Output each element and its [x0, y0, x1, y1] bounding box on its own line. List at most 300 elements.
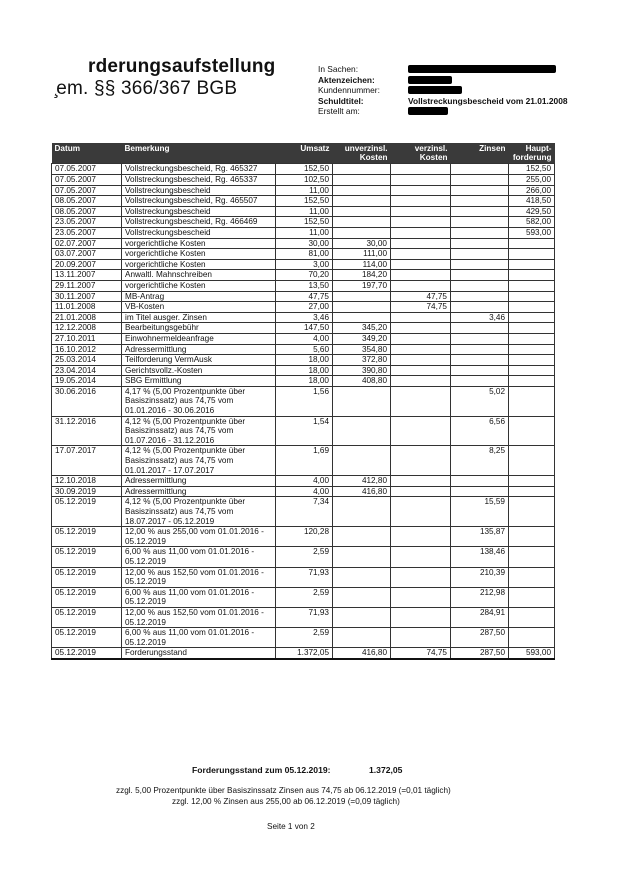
table-row — [52, 333, 555, 344]
cell-umsatz: 152,50 — [276, 196, 333, 207]
cell-hauptforderung: 429,50 — [509, 206, 555, 217]
cell-zinsen: 135,87 — [451, 527, 509, 547]
cell-zinsen — [451, 355, 509, 366]
cell-bemerkung: Vollstreckungsbescheid — [122, 185, 276, 196]
cell-unverzinsl-kosten — [333, 567, 391, 587]
cell-zinsen: 287,50 — [451, 628, 509, 648]
cell-umsatz: 2,59 — [276, 587, 333, 607]
table-row — [52, 185, 555, 196]
cell-zinsen: 212,98 — [451, 587, 509, 607]
cell-unverzinsl-kosten: 345,20 — [333, 323, 391, 334]
cell-zinsen — [451, 376, 509, 387]
cell-zinsen — [451, 344, 509, 355]
cell-umsatz: 70,20 — [276, 270, 333, 281]
claim-total-label: Forderungsstand zum 05.12.2019: — [192, 765, 331, 775]
cell-zinsen — [451, 249, 509, 260]
cell-zinsen — [451, 227, 509, 238]
cell-verzinsl-kosten — [391, 446, 451, 476]
cell-umsatz: 5,60 — [276, 344, 333, 355]
cell-verzinsl-kosten: 74,75 — [391, 302, 451, 313]
cell-umsatz: 3,46 — [276, 312, 333, 323]
cell-datum: 12.12.2008 — [52, 323, 122, 334]
cell-datum: 21.01.2008 — [52, 312, 122, 323]
cell-verzinsl-kosten — [391, 607, 451, 627]
cell-hauptforderung — [509, 333, 555, 344]
cell-zinsen: 284,91 — [451, 607, 509, 627]
cell-hauptforderung — [509, 312, 555, 323]
cell-unverzinsl-kosten — [333, 416, 391, 446]
interest-note-1: zzgl. 5,00 Prozentpunkte über Basiszinssatz Zinsen aus 74,75 ab 06.12.2019 (=0,01 täglich) — [116, 786, 451, 795]
cell-bemerkung: Forderungsstand — [122, 648, 276, 659]
cell-hauptforderung — [509, 259, 555, 270]
cell-umsatz: 81,00 — [276, 249, 333, 260]
cell-datum: 08.05.2007 — [52, 196, 122, 207]
redaction-bar — [408, 76, 452, 84]
cell-unverzinsl-kosten — [333, 446, 391, 476]
cell-hauptforderung — [509, 291, 555, 302]
cell-datum: 05.12.2019 — [52, 527, 122, 547]
cell-umsatz: 11,00 — [276, 206, 333, 217]
cell-hauptforderung — [509, 249, 555, 260]
cell-hauptforderung — [509, 280, 555, 291]
col-header-zinsen: Zinsen — [451, 143, 509, 164]
cell-verzinsl-kosten: 47,75 — [391, 291, 451, 302]
table-row — [52, 238, 555, 249]
cell-zinsen: 8,25 — [451, 446, 509, 476]
meta-row-kundennummer — [318, 85, 568, 96]
table-row — [52, 547, 555, 567]
cell-verzinsl-kosten — [391, 185, 451, 196]
cell-hauptforderung — [509, 476, 555, 487]
cell-umsatz: 1,69 — [276, 446, 333, 476]
cell-verzinsl-kosten — [391, 527, 451, 547]
cell-bemerkung: Vollstreckungsbescheid — [122, 206, 276, 217]
cell-bemerkung: 4,12 % (5,00 Prozentpunkte über Basiszinssatz) aus 74,75 vom 18.07.2017 - 05.12.2019 — [122, 497, 276, 527]
table-row — [52, 164, 555, 175]
cell-unverzinsl-kosten — [333, 547, 391, 567]
cell-bemerkung: SBG Ermittlung — [122, 376, 276, 387]
cell-unverzinsl-kosten — [333, 217, 391, 228]
cell-umsatz: 4,00 — [276, 333, 333, 344]
cell-zinsen — [451, 476, 509, 487]
cell-verzinsl-kosten — [391, 227, 451, 238]
cell-datum: 11.01.2008 — [52, 302, 122, 313]
cell-zinsen: 15,59 — [451, 497, 509, 527]
cell-datum: 31.12.2016 — [52, 416, 122, 446]
cell-bemerkung: 12,00 % aus 152,50 vom 01.01.2016 - 05.12.2019 — [122, 607, 276, 627]
cell-unverzinsl-kosten — [333, 302, 391, 313]
cell-bemerkung: Einwohnermeldeanfrage — [122, 333, 276, 344]
table-row — [52, 280, 555, 291]
cell-unverzinsl-kosten: 390,80 — [333, 365, 391, 376]
cell-umsatz: 152,50 — [276, 217, 333, 228]
kundennummer-label: Kundennummer: — [318, 85, 380, 95]
col-header-verzinsl-kosten: verzinsl. Kosten — [391, 143, 451, 164]
cell-unverzinsl-kosten — [333, 527, 391, 547]
cell-datum: 30.11.2007 — [52, 291, 122, 302]
cell-verzinsl-kosten — [391, 323, 451, 334]
cell-hauptforderung: 593,00 — [509, 648, 555, 659]
schuldtitel-label: Schuldtitel: — [318, 95, 364, 106]
cell-hauptforderung: 582,00 — [509, 217, 555, 228]
cell-verzinsl-kosten — [391, 547, 451, 567]
cell-verzinsl-kosten — [391, 376, 451, 387]
redaction-bar — [408, 86, 462, 94]
cell-umsatz: 18,00 — [276, 365, 333, 376]
cell-datum: 05.12.2019 — [52, 628, 122, 648]
table-row — [52, 323, 555, 334]
cell-hauptforderung — [509, 628, 555, 648]
col-header-bemerkung: Bemerkung — [122, 143, 276, 164]
table-row — [52, 270, 555, 281]
cell-zinsen — [451, 291, 509, 302]
cell-umsatz: 1,56 — [276, 386, 333, 416]
col-header-umsatz: Umsatz — [276, 143, 333, 164]
cell-bemerkung: 6,00 % aus 11,00 vom 01.01.2016 - 05.12.2019 — [122, 628, 276, 648]
cell-bemerkung: 4,17 % (5,00 Prozentpunkte über Basiszinssatz) aus 74,75 vom 01.01.2016 - 30.06.2016 — [122, 386, 276, 416]
table-row — [52, 416, 555, 446]
cell-datum: 05.12.2019 — [52, 587, 122, 607]
cell-datum: 17.07.2017 — [52, 446, 122, 476]
cell-zinsen — [451, 196, 509, 207]
cell-zinsen: 6,56 — [451, 416, 509, 446]
cell-bemerkung: Gerichtsvollz.-Kosten — [122, 365, 276, 376]
cell-zinsen — [451, 185, 509, 196]
claim-total — [192, 765, 403, 775]
cell-bemerkung: vorgerichtliche Kosten — [122, 238, 276, 249]
cell-datum: 19.05.2014 — [52, 376, 122, 387]
cell-datum: 30.06.2016 — [52, 386, 122, 416]
page-number: Seite 1 von 2 — [267, 822, 315, 831]
cell-datum: 07.05.2007 — [52, 164, 122, 175]
cell-bemerkung: Vollstreckungsbescheid, Rg. 465327 — [122, 164, 276, 175]
cell-zinsen: 3,46 — [451, 312, 509, 323]
cell-verzinsl-kosten — [391, 476, 451, 487]
cell-verzinsl-kosten — [391, 497, 451, 527]
cell-datum: 16.10.2012 — [52, 344, 122, 355]
table-row — [52, 486, 555, 497]
table-row — [52, 355, 555, 366]
cell-bemerkung: Teilforderung VermAusk — [122, 355, 276, 366]
cell-bemerkung: Adressermittlung — [122, 476, 276, 487]
cell-bemerkung: 12,00 % aus 152,50 vom 01.01.2016 - 05.12.2019 — [122, 567, 276, 587]
cell-verzinsl-kosten — [391, 196, 451, 207]
cell-unverzinsl-kosten: 197,70 — [333, 280, 391, 291]
cell-umsatz: 71,93 — [276, 567, 333, 587]
redaction-bar — [408, 65, 556, 73]
cell-datum: 29.11.2007 — [52, 280, 122, 291]
cell-bemerkung: Adressermittlung — [122, 344, 276, 355]
cell-datum: 20.09.2007 — [52, 259, 122, 270]
cell-bemerkung: vorgerichtliche Kosten — [122, 249, 276, 260]
table-row — [52, 344, 555, 355]
cell-datum: 07.05.2007 — [52, 185, 122, 196]
cell-datum: 23.04.2014 — [52, 365, 122, 376]
cell-verzinsl-kosten — [391, 259, 451, 270]
cell-unverzinsl-kosten: 111,00 — [333, 249, 391, 260]
cell-unverzinsl-kosten: 349,20 — [333, 333, 391, 344]
cell-hauptforderung — [509, 486, 555, 497]
cell-zinsen: 287,50 — [451, 648, 509, 659]
cell-unverzinsl-kosten — [333, 607, 391, 627]
table-row — [52, 628, 555, 648]
cell-zinsen — [451, 259, 509, 270]
cell-unverzinsl-kosten — [333, 312, 391, 323]
cell-datum: 02.07.2007 — [52, 238, 122, 249]
cell-datum: 25.03.2014 — [52, 355, 122, 366]
cell-hauptforderung — [509, 344, 555, 355]
cell-unverzinsl-kosten: 408,80 — [333, 376, 391, 387]
cell-datum: 05.12.2019 — [52, 497, 122, 527]
table-row — [52, 446, 555, 476]
cell-umsatz: 102,50 — [276, 175, 333, 186]
cell-hauptforderung — [509, 527, 555, 547]
cell-unverzinsl-kosten — [333, 206, 391, 217]
redaction-bar — [408, 107, 448, 115]
cell-verzinsl-kosten — [391, 416, 451, 446]
cell-bemerkung: 12,00 % aus 255,00 vom 01.01.2016 - 05.12.2019 — [122, 527, 276, 547]
cell-umsatz: 7,34 — [276, 497, 333, 527]
table-row — [52, 206, 555, 217]
cell-umsatz: 152,50 — [276, 164, 333, 175]
cell-zinsen: 5,02 — [451, 386, 509, 416]
table-row — [52, 476, 555, 487]
cell-zinsen: 210,39 — [451, 567, 509, 587]
table-row — [52, 587, 555, 607]
table-row — [52, 365, 555, 376]
cell-datum: 23.05.2007 — [52, 227, 122, 238]
cell-hauptforderung — [509, 497, 555, 527]
cell-datum: 08.05.2007 — [52, 206, 122, 217]
case-metadata — [318, 64, 568, 117]
cell-unverzinsl-kosten — [333, 386, 391, 416]
table-row — [52, 217, 555, 228]
cell-umsatz: 3,00 — [276, 259, 333, 270]
cell-datum: 12.10.2018 — [52, 476, 122, 487]
cell-unverzinsl-kosten — [333, 164, 391, 175]
table-row — [52, 312, 555, 323]
cell-unverzinsl-kosten — [333, 497, 391, 527]
cell-hauptforderung: 266,00 — [509, 185, 555, 196]
cell-unverzinsl-kosten: 416,80 — [333, 486, 391, 497]
cell-zinsen — [451, 206, 509, 217]
cell-umsatz: 71,93 — [276, 607, 333, 627]
cell-verzinsl-kosten — [391, 312, 451, 323]
table-row — [52, 249, 555, 260]
table-row — [52, 227, 555, 238]
claims-table — [51, 143, 555, 660]
cell-bemerkung: Vollstreckungsbescheid, Rg. 465337 — [122, 175, 276, 186]
cell-umsatz: 120,28 — [276, 527, 333, 547]
cell-bemerkung: Vollstreckungsbescheid — [122, 227, 276, 238]
cell-hauptforderung — [509, 238, 555, 249]
cell-verzinsl-kosten — [391, 270, 451, 281]
col-header-hauptforderung: Haupt-forderung — [509, 143, 555, 164]
table-row — [52, 497, 555, 527]
claim-total-value: 1.372,05 — [369, 765, 403, 775]
cell-bemerkung: vorgerichtliche Kosten — [122, 280, 276, 291]
cell-datum: 05.12.2019 — [52, 567, 122, 587]
cell-zinsen — [451, 270, 509, 281]
cell-umsatz: 4,00 — [276, 486, 333, 497]
interest-note-2: zzgl. 12,00 % Zinsen aus 255,00 ab 06.12.2019 (=0,09 täglich) — [172, 797, 400, 806]
cell-hauptforderung: 418,50 — [509, 196, 555, 207]
cell-umsatz: 47,75 — [276, 291, 333, 302]
table-row — [52, 527, 555, 547]
cell-hauptforderung: 593,00 — [509, 227, 555, 238]
cell-hauptforderung — [509, 270, 555, 281]
cell-hauptforderung: 152,50 — [509, 164, 555, 175]
cell-unverzinsl-kosten: 412,80 — [333, 476, 391, 487]
cell-hauptforderung — [509, 416, 555, 446]
cell-bemerkung: Vollstreckungsbescheid, Rg. 465507 — [122, 196, 276, 207]
cell-verzinsl-kosten — [391, 567, 451, 587]
cell-hauptforderung — [509, 376, 555, 387]
cell-umsatz: 11,00 — [276, 185, 333, 196]
cell-verzinsl-kosten — [391, 217, 451, 228]
meta-row-erstellt — [318, 106, 568, 117]
cell-unverzinsl-kosten: 114,00 — [333, 259, 391, 270]
cell-umsatz: 30,00 — [276, 238, 333, 249]
cell-bemerkung: im Titel ausger. Zinsen — [122, 312, 276, 323]
cell-umsatz: 11,00 — [276, 227, 333, 238]
cell-datum: 05.12.2019 — [52, 547, 122, 567]
cell-bemerkung: 4,12 % (5,00 Prozentpunkte über Basiszinssatz) aus 74,75 vom 01.07.2016 - 31.12.2016 — [122, 416, 276, 446]
cell-verzinsl-kosten — [391, 206, 451, 217]
cell-unverzinsl-kosten: 30,00 — [333, 238, 391, 249]
cell-verzinsl-kosten — [391, 249, 451, 260]
cell-datum: 23.05.2007 — [52, 217, 122, 228]
cell-verzinsl-kosten — [391, 344, 451, 355]
meta-row-in-sachen — [318, 64, 568, 75]
cell-unverzinsl-kosten — [333, 291, 391, 302]
cell-bemerkung: MB-Antrag — [122, 291, 276, 302]
cell-verzinsl-kosten — [391, 628, 451, 648]
cell-verzinsl-kosten — [391, 587, 451, 607]
cell-unverzinsl-kosten — [333, 185, 391, 196]
cell-hauptforderung — [509, 567, 555, 587]
cell-bemerkung: 4,12 % (5,00 Prozentpunkte über Basiszinssatz) aus 74,75 vom 01.01.2017 - 17.07.2017 — [122, 446, 276, 476]
table-row — [52, 302, 555, 313]
cell-zinsen — [451, 302, 509, 313]
cell-umsatz: 147,50 — [276, 323, 333, 334]
in-sachen-label: In Sachen: — [318, 64, 359, 74]
table-row — [52, 259, 555, 270]
cell-verzinsl-kosten — [391, 280, 451, 291]
table-row — [52, 291, 555, 302]
aktenzeichen-label: Aktenzeichen: — [318, 74, 375, 85]
col-header-unverzinsl-kosten: unverzinsl. Kosten — [333, 143, 391, 164]
cell-datum: 27.10.2011 — [52, 333, 122, 344]
cell-verzinsl-kosten — [391, 333, 451, 344]
cell-umsatz: 18,00 — [276, 355, 333, 366]
schuldtitel-value: Vollstreckungsbescheid vom 21.01.2008 — [408, 95, 568, 106]
cell-umsatz: 13,50 — [276, 280, 333, 291]
table-row — [52, 386, 555, 416]
cell-zinsen — [451, 323, 509, 334]
cell-hauptforderung: 255,00 — [509, 175, 555, 186]
cell-hauptforderung — [509, 302, 555, 313]
cell-bemerkung: 6,00 % aus 11,00 vom 01.01.2016 - 05.12.2019 — [122, 547, 276, 567]
cell-verzinsl-kosten — [391, 164, 451, 175]
cell-zinsen — [451, 280, 509, 291]
meta-row-schuldtitel — [318, 96, 568, 107]
cell-zinsen — [451, 238, 509, 249]
cell-datum: 07.05.2007 — [52, 175, 122, 186]
table-row — [52, 196, 555, 207]
cell-hauptforderung — [509, 587, 555, 607]
cell-verzinsl-kosten — [391, 238, 451, 249]
col-header-datum: Datum — [52, 143, 122, 164]
cell-hauptforderung — [509, 355, 555, 366]
table-row — [52, 567, 555, 587]
cell-hauptforderung — [509, 386, 555, 416]
cell-umsatz: 2,59 — [276, 547, 333, 567]
table-row — [52, 648, 555, 659]
cell-hauptforderung — [509, 607, 555, 627]
cell-umsatz: 27,00 — [276, 302, 333, 313]
cell-bemerkung: 6,00 % aus 11,00 vom 01.01.2016 - 05.12.2019 — [122, 587, 276, 607]
cell-bemerkung: Vollstreckungsbescheid, Rg. 466469 — [122, 217, 276, 228]
cell-unverzinsl-kosten: 416,80 — [333, 648, 391, 659]
cell-umsatz: 2,59 — [276, 628, 333, 648]
cell-umsatz: 1,54 — [276, 416, 333, 446]
table-header-row — [52, 143, 555, 164]
cell-bemerkung: Anwaltl. Mahnschreiben — [122, 270, 276, 281]
cell-hauptforderung — [509, 547, 555, 567]
cell-datum: 05.12.2019 — [52, 607, 122, 627]
cell-zinsen: 138,46 — [451, 547, 509, 567]
cell-unverzinsl-kosten — [333, 227, 391, 238]
cell-unverzinsl-kosten: 184,20 — [333, 270, 391, 281]
cell-zinsen — [451, 217, 509, 228]
cell-verzinsl-kosten — [391, 355, 451, 366]
cell-umsatz: 4,00 — [276, 476, 333, 487]
cell-datum: 03.07.2007 — [52, 249, 122, 260]
cell-verzinsl-kosten — [391, 175, 451, 186]
cell-verzinsl-kosten — [391, 365, 451, 376]
table-row — [52, 376, 555, 387]
cell-zinsen — [451, 333, 509, 344]
cell-unverzinsl-kosten: 354,80 — [333, 344, 391, 355]
cell-bemerkung: VB-Kosten — [122, 302, 276, 313]
cell-bemerkung: Bearbeitungsgebühr — [122, 323, 276, 334]
page-subtitle: ̧em. §§ 366/367 BGB — [56, 78, 238, 99]
cell-verzinsl-kosten — [391, 486, 451, 497]
cell-zinsen — [451, 486, 509, 497]
cell-hauptforderung — [509, 323, 555, 334]
table-row — [52, 175, 555, 186]
cell-bemerkung: Adressermittlung — [122, 486, 276, 497]
cell-zinsen — [451, 175, 509, 186]
cell-umsatz: 18,00 — [276, 376, 333, 387]
cell-unverzinsl-kosten — [333, 175, 391, 186]
cell-zinsen — [451, 365, 509, 376]
cell-datum: 05.12.2019 — [52, 648, 122, 659]
cell-umsatz: 1.372,05 — [276, 648, 333, 659]
cell-hauptforderung — [509, 365, 555, 376]
cell-unverzinsl-kosten: 372,80 — [333, 355, 391, 366]
cell-unverzinsl-kosten — [333, 196, 391, 207]
table-row — [52, 607, 555, 627]
erstellt-label: Erstellt am: — [318, 106, 360, 116]
cell-verzinsl-kosten: 74,75 — [391, 648, 451, 659]
cell-datum: 13.11.2007 — [52, 270, 122, 281]
page-title: rderungsaufstellung — [88, 56, 276, 77]
meta-row-aktenzeichen — [318, 75, 568, 86]
cell-zinsen — [451, 164, 509, 175]
cell-datum: 30.09.2019 — [52, 486, 122, 497]
